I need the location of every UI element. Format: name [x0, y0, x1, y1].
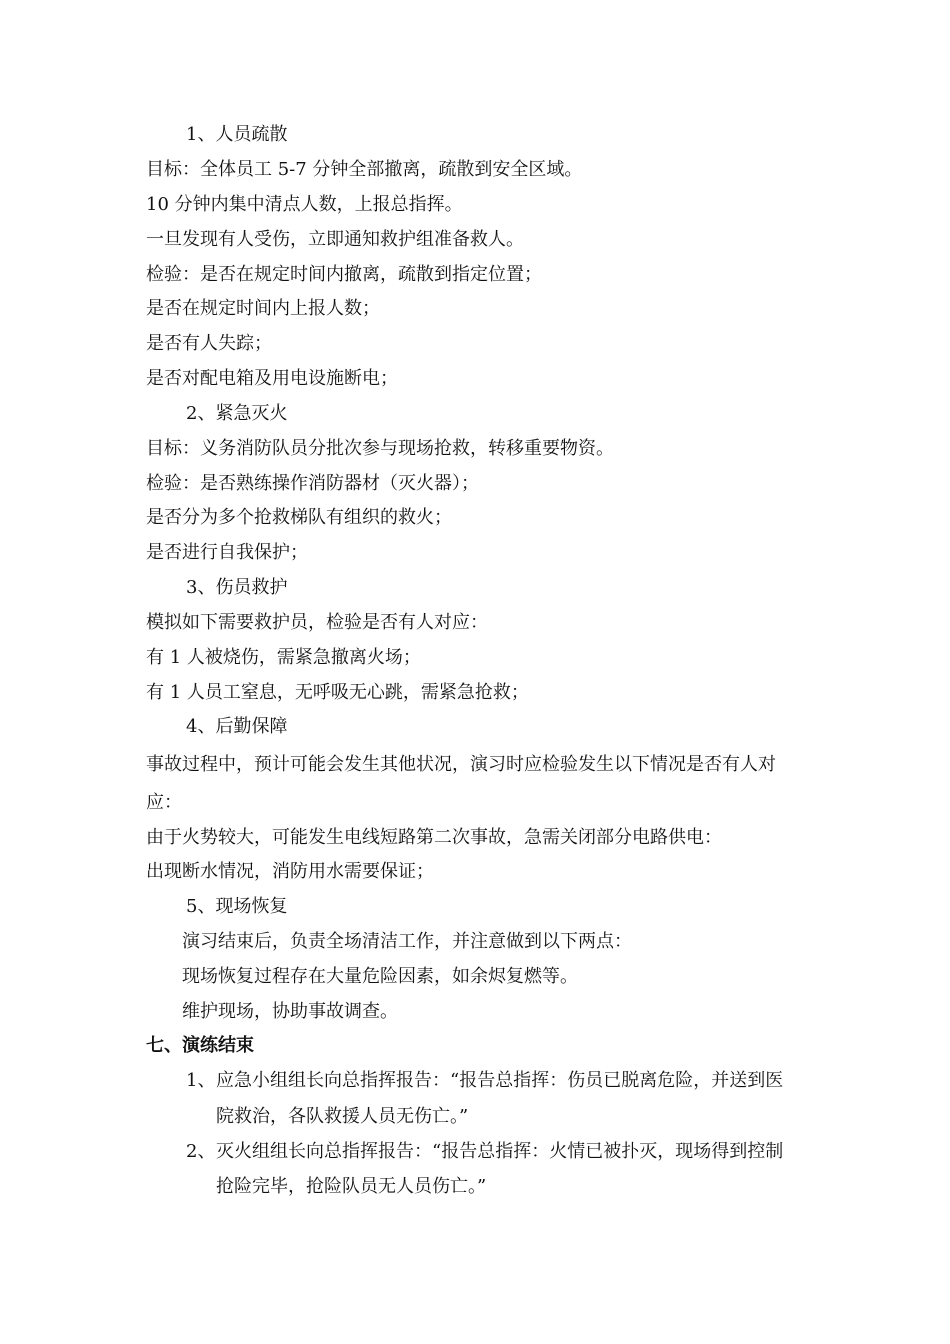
text-line: 事故过程中，预计可能会发生其他状况，演习时应检验发生以下情况是否有人对	[146, 754, 776, 775]
text-line: 检验：是否在规定时间内撤离，疏散到指定位置；	[146, 264, 542, 285]
text-line: 维护现场，协助事故调查。	[182, 1001, 398, 1022]
list-item-text: 抢险完毕，抢险队员无人员伤亡。”	[216, 1176, 487, 1197]
text-line: 现场恢复过程存在大量危险因素，如余烬复燃等。	[182, 966, 578, 987]
list-item-text: 灭火组组长向总指挥报告：“报告总指挥：火情已被扑灭，现场得到控制	[216, 1141, 784, 1162]
text-line: 是否有人失踪；	[146, 333, 272, 354]
text-line: 检验：是否熟练操作消防器材（灭火器）；	[146, 473, 479, 494]
subsection-title: 1、人员疏散	[186, 124, 288, 145]
text-line: 模拟如下需要救护员，检验是否有人对应：	[146, 612, 488, 633]
text-line: 由于火势较大，可能发生电线短路第二次事故，急需关闭部分电路供电：	[146, 827, 722, 848]
list-item-text: 应急小组组长向总指挥报告：“报告总指挥：伤员已脱离危险，并送到医	[216, 1070, 784, 1091]
text-line: 有 1 人被烧伤，需紧急撤离火场；	[146, 647, 421, 668]
text-line: 是否进行自我保护；	[146, 542, 308, 563]
text-line: 目标：义务消防队员分批次参与现场抢救，转移重要物资。	[146, 438, 614, 459]
text-line: 目标：全体员工 5-7 分钟全部撤离，疏散到安全区域。	[146, 159, 583, 180]
list-item-number: 1、	[186, 1070, 216, 1091]
text-line: 应：	[146, 792, 182, 813]
subsection-title: 5、现场恢复	[186, 896, 288, 917]
subsection-title: 3、伤员救护	[186, 577, 288, 598]
text-line: 是否对配电箱及用电设施断电；	[146, 368, 398, 389]
text-line: 10 分钟内集中清点人数，上报总指挥。	[146, 194, 463, 215]
text-line: 是否分为多个抢救梯队有组织的救火；	[146, 507, 452, 528]
text-line: 一旦发现有人受伤，立即通知救护组准备救人。	[146, 229, 524, 250]
text-line: 是否在规定时间内上报人数；	[146, 298, 380, 319]
text-line: 有 1 人员工窒息，无呼吸无心跳，需紧急抢救；	[146, 682, 529, 703]
section-heading: 七、演练结束	[146, 1035, 254, 1056]
text-line: 演习结束后，负责全场清洁工作，并注意做到以下两点：	[182, 931, 632, 952]
subsection-title: 2、紧急灭火	[186, 403, 288, 424]
text-line: 出现断水情况，消防用水需要保证；	[146, 861, 434, 882]
subsection-title: 4、后勤保障	[186, 716, 288, 737]
list-item-number: 2、	[186, 1141, 216, 1162]
list-item-text: 院救治，各队救援人员无伤亡。”	[216, 1106, 469, 1127]
